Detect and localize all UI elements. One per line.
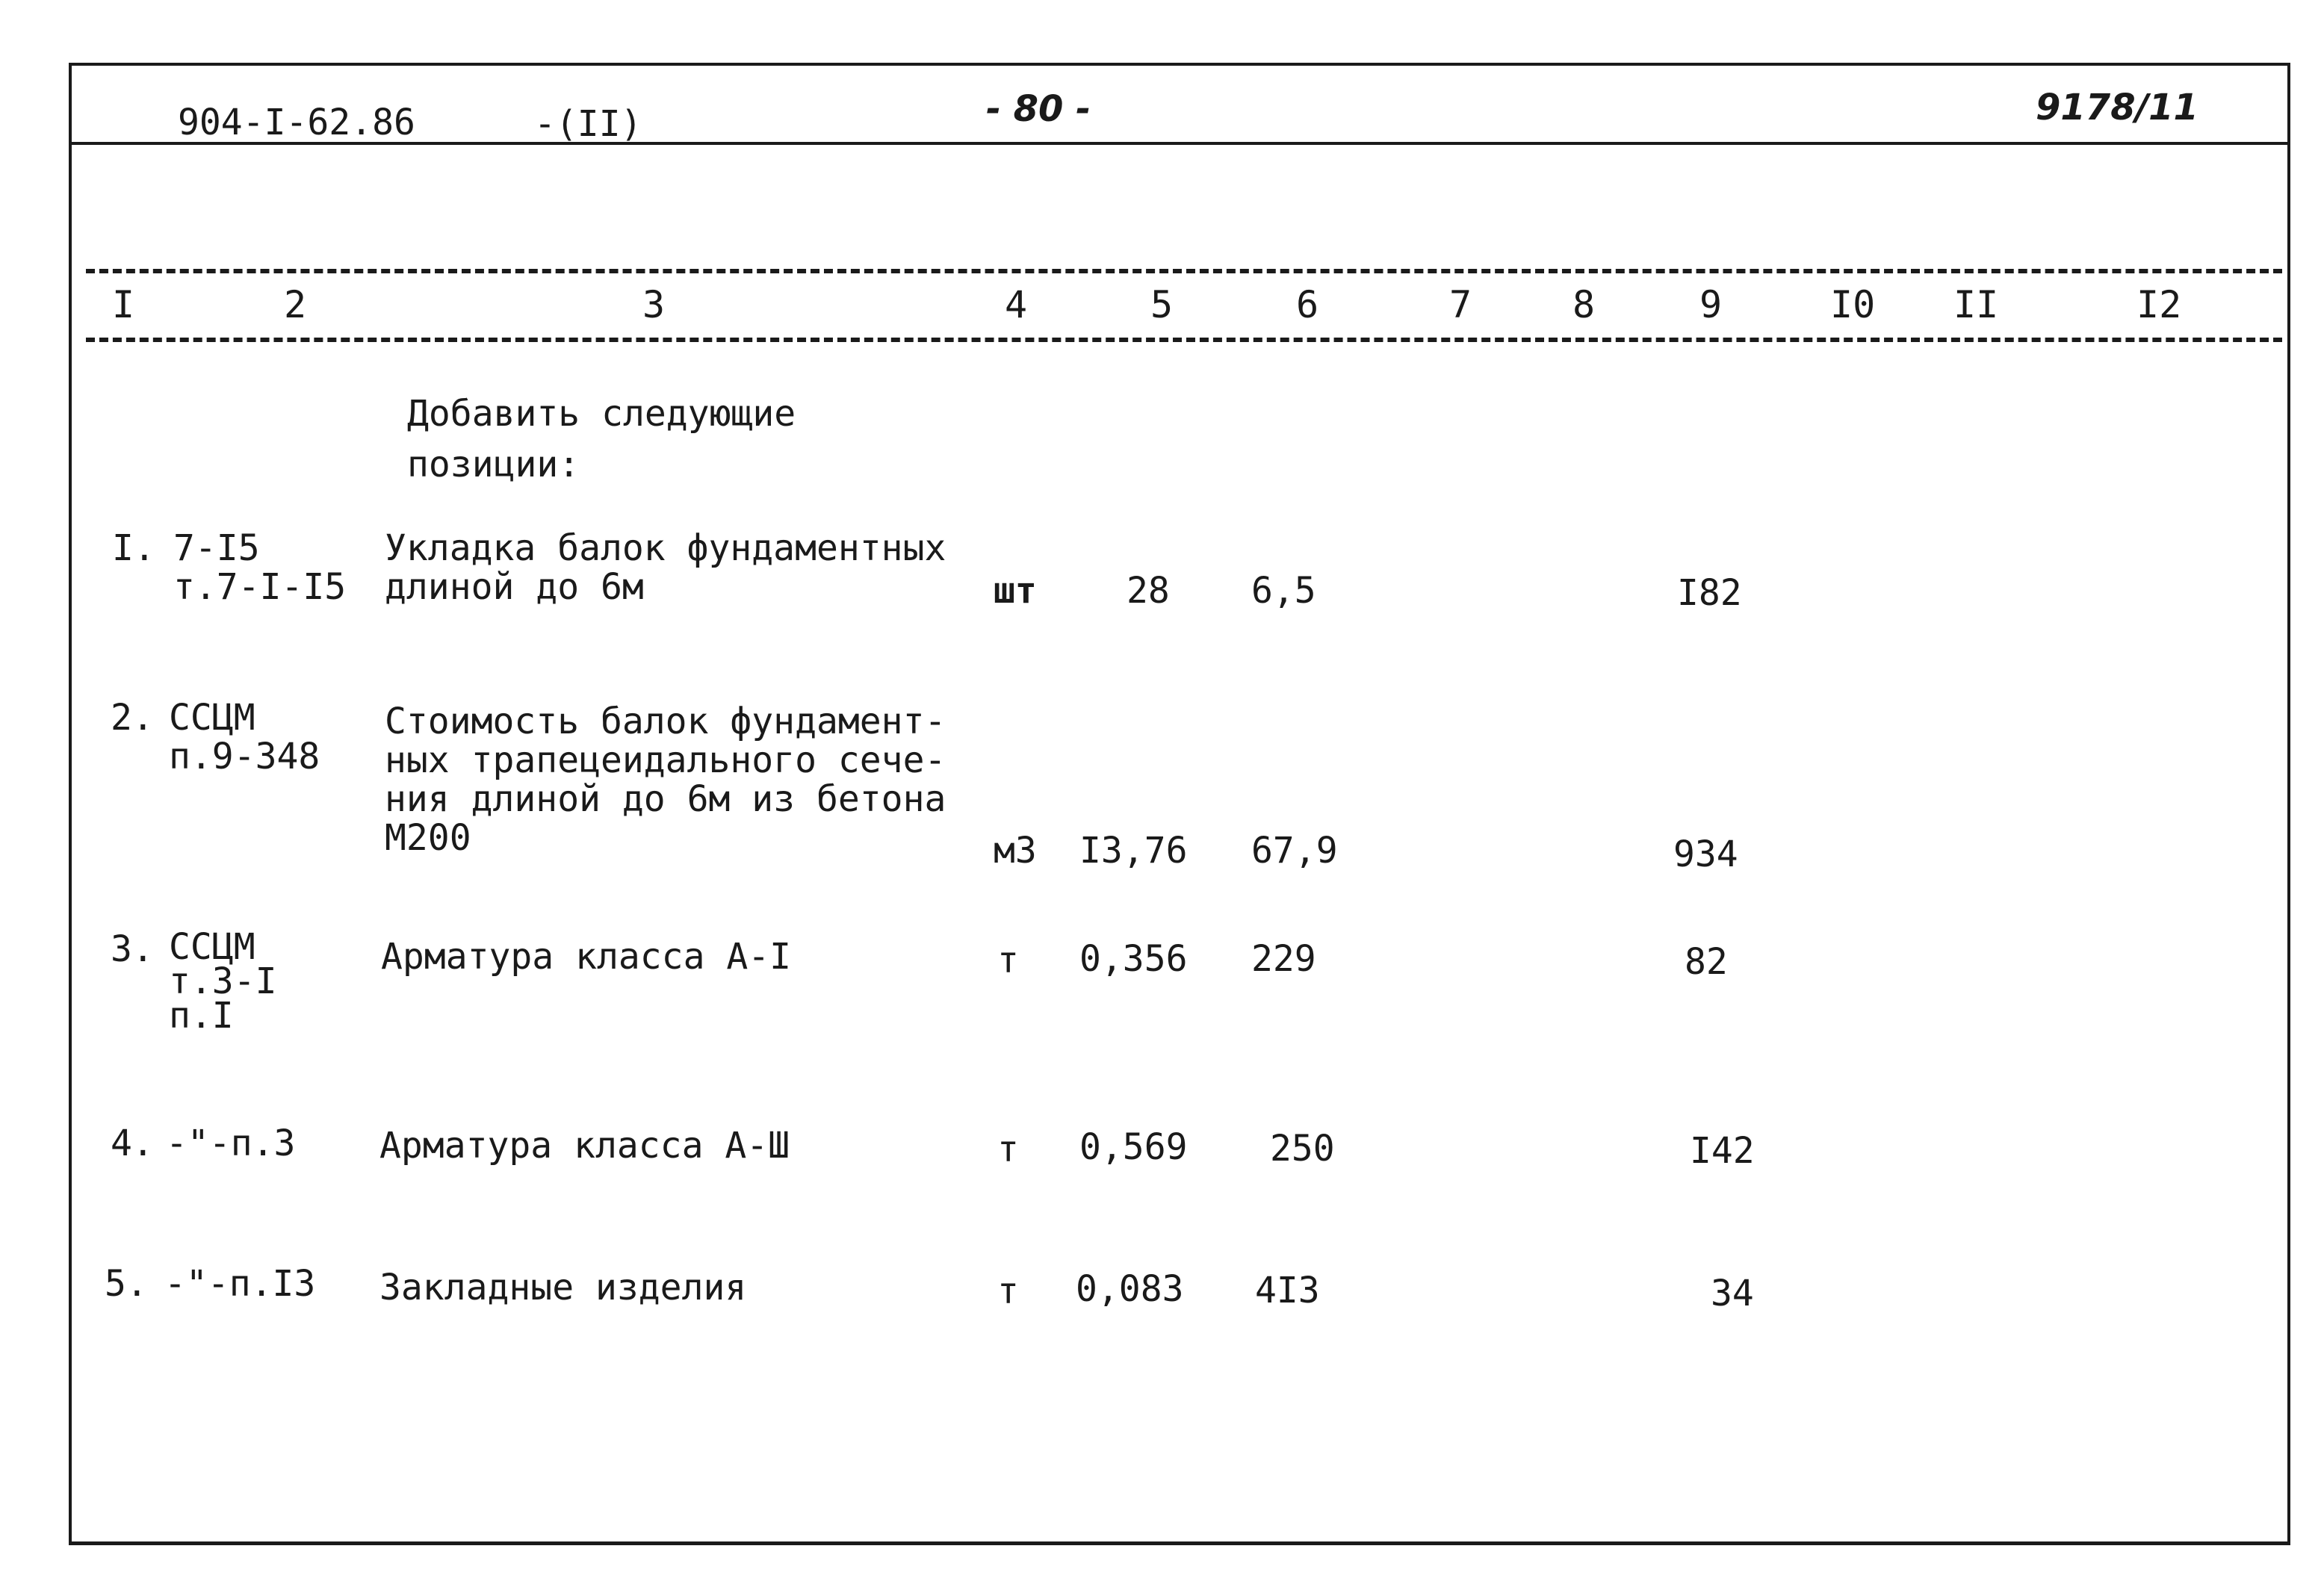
- column-number: 9: [1699, 283, 1723, 326]
- row-unit: т: [997, 940, 1019, 981]
- row-total: 934: [1673, 833, 1738, 875]
- row-price: 250: [1270, 1128, 1335, 1170]
- row-description: Закладные изделия: [379, 1267, 747, 1308]
- row-reference: ССЦМ т.3-I п.I: [169, 926, 277, 1037]
- row-reference: 7-I5 т.7-I-I5: [173, 527, 347, 608]
- column-number: 5: [1150, 283, 1174, 326]
- row-number: 2.: [111, 697, 154, 739]
- column-number: I: [112, 283, 135, 326]
- row-total: I82: [1677, 572, 1742, 614]
- row-number: 3.: [111, 928, 154, 970]
- row-number: 4.: [111, 1123, 154, 1164]
- row-unit: т: [997, 1270, 1019, 1312]
- row-unit: т: [997, 1128, 1019, 1170]
- row-description: Стоимость балок фундамент- ных трапецеидального сече- ния длиной до 6м из бетона М200: [385, 701, 946, 859]
- row-description: Арматура класса А-I: [381, 936, 792, 978]
- sheet-number: 9178/11: [2036, 87, 2198, 128]
- row-price: 229: [1251, 938, 1316, 980]
- row-number: 5.: [105, 1263, 148, 1305]
- row-total: 82: [1685, 941, 1728, 983]
- column-number: I0: [1830, 283, 1876, 326]
- row-reference: ССЦМ п.9-348: [169, 697, 320, 777]
- row-price: 6,5: [1251, 570, 1316, 612]
- column-number: 8: [1572, 283, 1596, 326]
- row-total: 34: [1711, 1273, 1754, 1314]
- page-number: - 80 -: [986, 88, 1091, 130]
- row-description: Укладка балок фундаментных длиной до 6м: [385, 527, 946, 608]
- row-quantity: 0,356: [1079, 938, 1188, 980]
- column-header-top-rule: [86, 269, 2282, 273]
- column-header-bottom-rule: [86, 338, 2282, 342]
- row-quantity: 0,083: [1076, 1268, 1184, 1310]
- document-part: -(II): [534, 103, 642, 145]
- row-price: 4I3: [1255, 1270, 1320, 1311]
- row-unit: шт: [994, 570, 1037, 612]
- row-quantity: 0,569: [1079, 1126, 1188, 1168]
- column-number: 7: [1449, 283, 1472, 326]
- column-number: 6: [1296, 283, 1319, 326]
- row-reference: -"-п.I3: [164, 1263, 316, 1305]
- row-quantity: I3,76: [1079, 830, 1188, 872]
- column-number: II: [1953, 283, 1999, 326]
- row-description: Арматура класса А-Ш: [379, 1125, 790, 1167]
- row-price: 67,9: [1251, 830, 1338, 872]
- row-reference: -"-п.3: [166, 1123, 296, 1164]
- column-number: 4: [1005, 283, 1028, 326]
- row-unit: м3: [994, 830, 1037, 872]
- column-number: 3: [642, 283, 666, 326]
- row-total: I42: [1690, 1130, 1755, 1172]
- row-quantity: 28: [1127, 570, 1170, 612]
- column-number: 2: [284, 283, 307, 326]
- document-code: 904-I-62.86: [178, 102, 415, 143]
- intro-text: Добавить следующие позиции:: [407, 393, 796, 485]
- column-number: I2: [2136, 283, 2182, 326]
- row-number: I.: [112, 527, 155, 569]
